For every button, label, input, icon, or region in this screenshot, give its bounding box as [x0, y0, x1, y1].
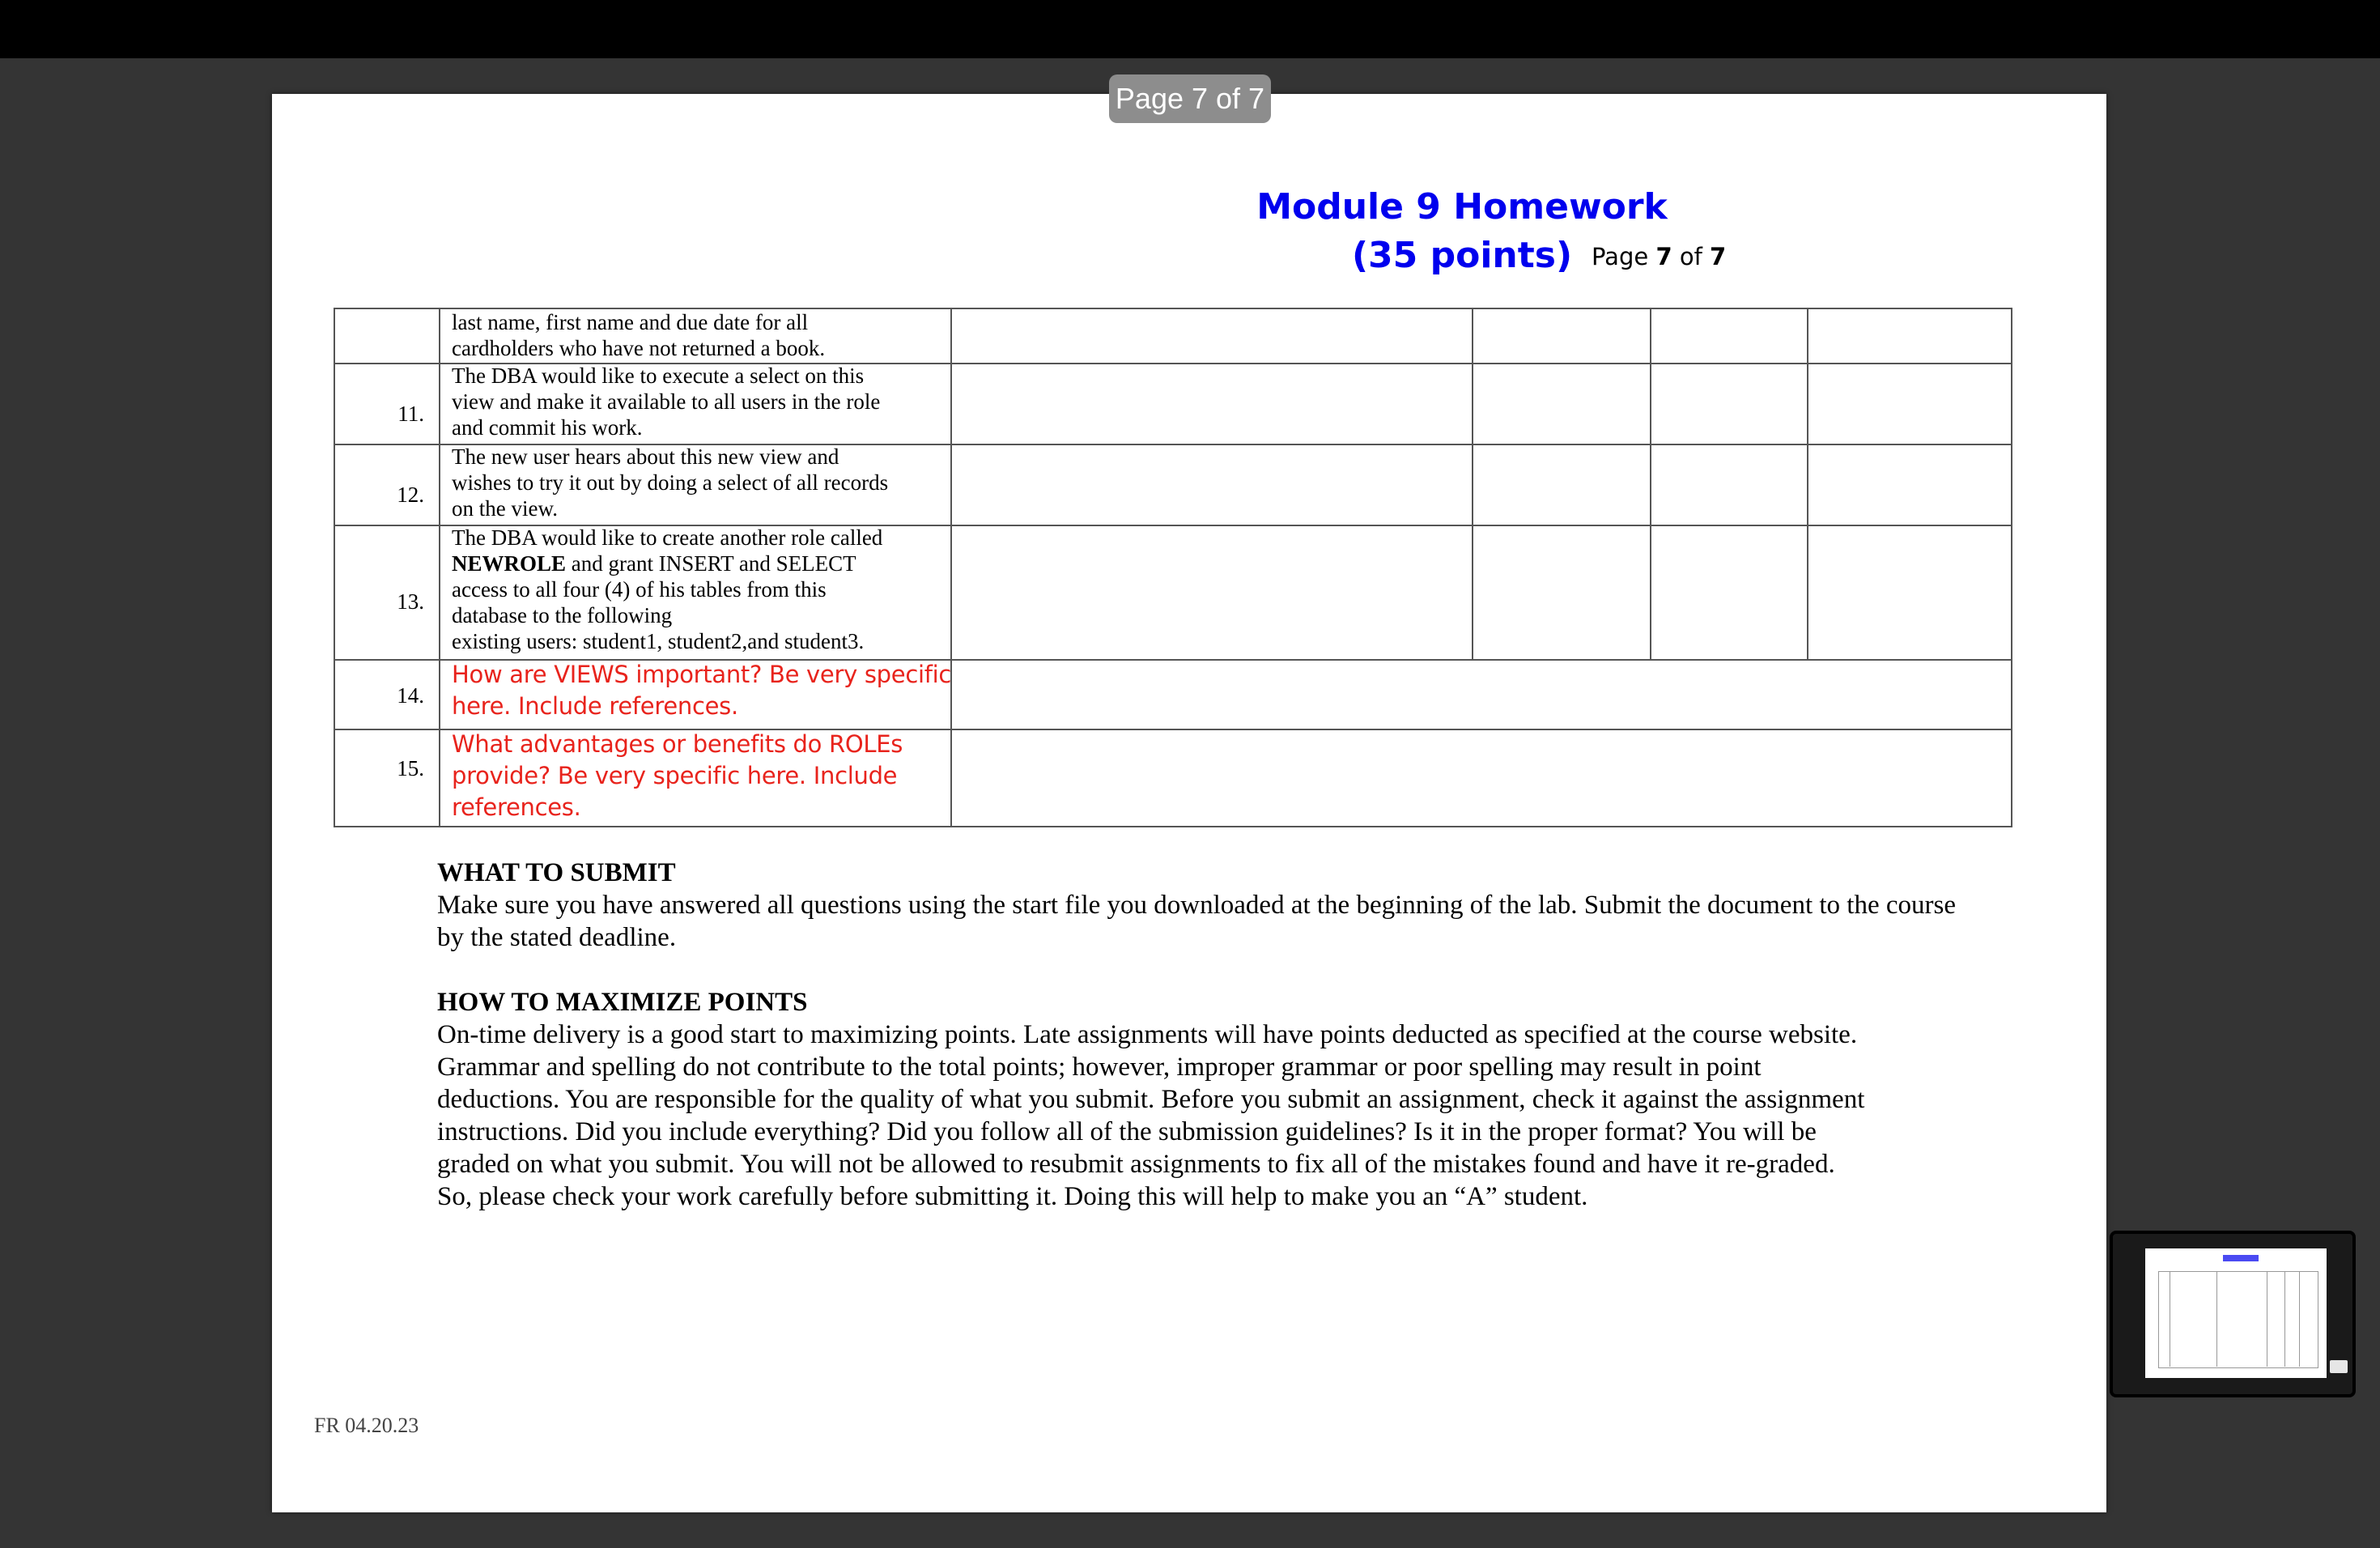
paragraph-line: instructions. Did you include everything? Did you follow all of the submission guidelines? Is it in the proper format? You will be: [437, 1117, 1817, 1146]
thumbnail-preview: [2145, 1248, 2327, 1378]
question-text-15: [452, 729, 929, 823]
score-cell: [1472, 363, 1651, 445]
table-cell: [334, 308, 440, 364]
paragraph-line: So, please check your work carefully before submitting it. Doing this will help to make you an “A” student.: [437, 1182, 1588, 1211]
score-cell: [1472, 308, 1651, 364]
question-line: existing users: student1, student2,and student3.: [452, 629, 865, 653]
maximize-points-section: [437, 986, 2024, 1213]
question-number-15: 15.: [397, 756, 424, 780]
page-thumbnail[interactable]: [2110, 1231, 2356, 1397]
score-cell: [1650, 525, 1808, 661]
section-heading: HOW TO MAXIMIZE POINTS: [437, 988, 808, 1017]
section-heading: WHAT TO SUBMIT: [437, 858, 676, 887]
answer-cell[interactable]: [950, 729, 2012, 827]
question-line: The DBA would like to execute a select on this: [452, 364, 865, 388]
header-page-current: 7: [1655, 243, 1672, 270]
question-line: How are VIEWS important? Be very specific: [452, 661, 952, 688]
header-page-number: [1592, 243, 1726, 270]
question-line: The new user hears about this new view and: [452, 444, 839, 469]
thumbnail-title-block: [2223, 1255, 2259, 1261]
thumbnail-expand-button[interactable]: [2330, 1360, 2348, 1373]
answer-cell[interactable]: [950, 659, 2012, 730]
score-cell: [1472, 525, 1651, 661]
question-text-11: [452, 363, 929, 440]
question-number-13: 13.: [397, 589, 424, 614]
what-to-submit-section: [437, 857, 2024, 954]
paragraph-line: Make sure you have answered all questions using the start file you downloaded at the beginning of the lab. Submit the document to the course: [437, 891, 1956, 920]
question-line: references.: [452, 793, 581, 821]
document-page[interactable]: [272, 94, 2106, 1512]
question-line: [452, 551, 929, 576]
header-page-mid: of: [1672, 243, 1711, 270]
role-name: NEWROLE: [452, 551, 567, 576]
question-text-10: [452, 309, 929, 361]
thumbnail-column-line: [2299, 1271, 2300, 1367]
header-page-total: 7: [1710, 243, 1727, 270]
score-cell: [1807, 444, 2012, 526]
question-line: The DBA would like to create another role called: [452, 525, 883, 550]
question-line: database to the following: [452, 603, 673, 627]
page-title: [1082, 183, 1842, 280]
question-line-rest: and grant INSERT and SELECT: [566, 551, 856, 576]
page-indicator: Page 7 of 7: [1109, 74, 1271, 123]
question-line: here. Include references.: [452, 692, 738, 720]
title-line-1: Module 9 Homework: [1256, 186, 1668, 228]
score-cell: [1650, 308, 1808, 364]
thumbnail-table: [2158, 1271, 2318, 1368]
question-text-14: [452, 659, 952, 722]
answer-cell[interactable]: [950, 525, 1473, 661]
question-line: cardholders who have not returned a book.: [452, 336, 826, 360]
score-cell: [1807, 363, 2012, 445]
score-cell: [1472, 444, 1651, 526]
score-cell: [1807, 308, 2012, 364]
paragraph-line: by the stated deadline.: [437, 923, 677, 952]
question-number-12: 12.: [397, 483, 424, 507]
answer-cell[interactable]: [950, 444, 1473, 526]
question-line: view and make it available to all users in the role: [452, 389, 881, 414]
question-line: last name, first name and due date for all: [452, 310, 809, 334]
thumbnail-column-line: [2216, 1271, 2217, 1367]
paragraph-line: On-time delivery is a good start to maximizing points. Late assignments will have points deducted as specified at the course website.: [437, 1020, 1858, 1049]
document-footer: FR 04.20.23: [314, 1414, 419, 1437]
questions-table: [334, 308, 2012, 921]
question-text-12: [452, 444, 929, 521]
question-line: access to all four (4) of his tables from this: [452, 577, 827, 602]
score-cell: [1650, 444, 1808, 526]
question-text-13: [452, 525, 929, 654]
question-number-14: 14.: [397, 683, 424, 708]
question-line: on the view.: [452, 496, 558, 521]
paragraph-line: deductions. You are responsible for the quality of what you submit. Before you submit an assignment, check it against the assignment: [437, 1085, 1865, 1114]
answer-cell[interactable]: [950, 308, 1473, 364]
paragraph-line: graded on what you submit. You will not be allowed to resubmit assignments to fix all of the mistakes found and have it re-graded.: [437, 1150, 1835, 1179]
question-line: What advantages or benefits do ROLEs: [452, 730, 903, 758]
question-line: and commit his work.: [452, 415, 643, 440]
score-cell: [1807, 525, 2012, 661]
window-top-bar: [0, 0, 2380, 58]
title-line-2: (35 points): [1351, 235, 1573, 276]
thumbnail-column-line: [2284, 1271, 2285, 1367]
paragraph-line: Grammar and spelling do not contribute to the total points; however, improper grammar or poor spelling may result in point: [437, 1053, 1762, 1082]
score-cell: [1650, 363, 1808, 445]
answer-cell[interactable]: [950, 363, 1473, 445]
question-line: wishes to try it out by doing a select of all records: [452, 470, 889, 495]
question-line: provide? Be very specific here. Include: [452, 762, 898, 789]
header-page-prefix: Page: [1592, 243, 1656, 270]
question-number-11: 11.: [397, 402, 424, 426]
